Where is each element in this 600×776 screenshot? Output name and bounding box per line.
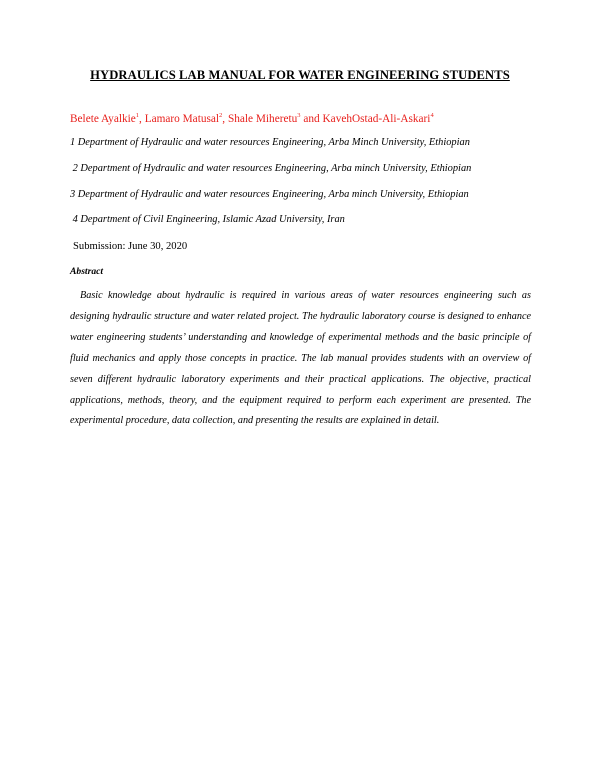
submission-date: Submission: June 30, 2020 <box>73 241 188 252</box>
affiliation-line: 4 Department of Civil Engineering, Islamic Azad University, Iran <box>70 214 345 225</box>
author-list <box>70 113 434 125</box>
affiliation-line: 2 Department of Hydraulic and water resources Engineering, Arba minch University, Ethiopian <box>70 163 472 174</box>
author-name: Shale Miheretu <box>227 113 298 125</box>
author-separator: , <box>139 113 145 125</box>
abstract-heading: Abstract <box>70 266 104 277</box>
author-name: Lamaro Matusal <box>144 113 220 125</box>
author-name: KavehOstad-Ali-Askari <box>322 113 431 125</box>
abstract-text: Basic knowledge about hydraulic is required in various areas of water resources engineering such as designing hydraulic structure and water related project. The hydraulic laboratory course is designed to enhance water engineering students’ understanding and knowledge of experimental methods and the basic principle of fluid mechanics and apply those concepts in practice. The lab manual provides students with an overview of seven different hydraulic laboratory experiments and their practical applications. The objective, practical applications, methods, theory, and the equipment required to perform each experiment are presented. The experimental procedure, data collection, and presenting the results are explained in detail. <box>70 290 531 427</box>
author-affiliation-marker: 2 <box>219 112 223 119</box>
author-separator: and <box>300 113 323 125</box>
affiliation-line: 3 Department of Hydraulic and water resources Engineering, Arba minch University, Ethiopian <box>70 189 469 200</box>
paper-title: HYDRAULICS LAB MANUAL FOR WATER ENGINEERING STUDENTS <box>90 68 510 82</box>
author-affiliation-marker: 1 <box>135 112 140 119</box>
author-name: Belete Ayalkie <box>70 113 136 125</box>
author-separator: , <box>222 113 228 125</box>
author-affiliation-marker: 3 <box>297 112 301 119</box>
affiliation-line: 1 Department of Hydraulic and water resources Engineering, Arba Minch University, Ethiopian <box>70 137 470 148</box>
author-affiliation-marker: 4 <box>430 112 434 119</box>
